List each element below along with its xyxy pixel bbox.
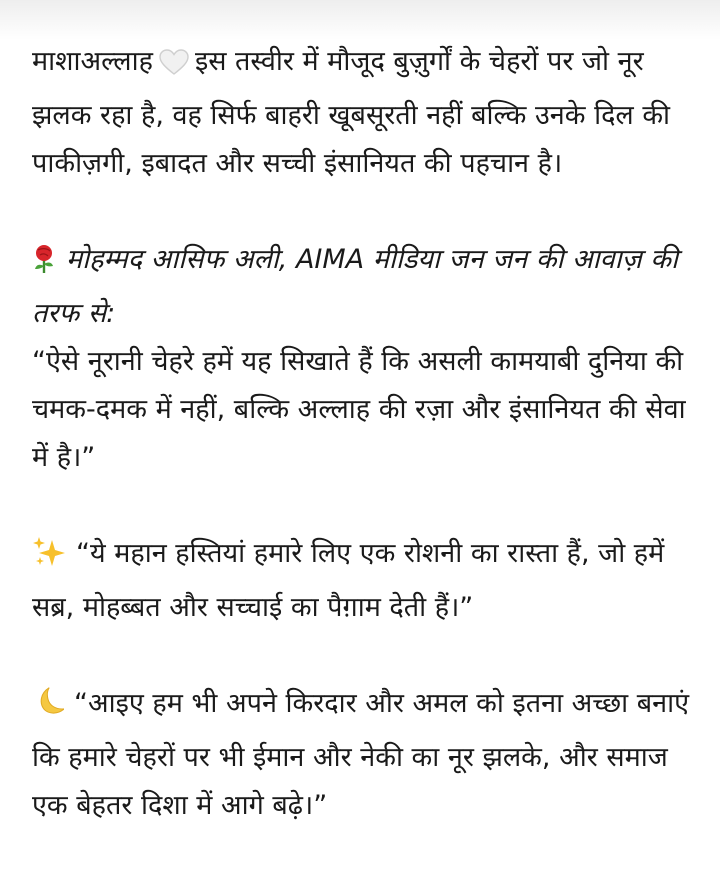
attribution-text: मोहम्मद आसिफ अली, AIMA मीडिया जन जन की आवाज़ की तरफ से: bbox=[32, 244, 678, 329]
top-fade bbox=[0, 0, 720, 40]
quote-three-text: “आइए हम भी अपने किरदार और अमल को इतना अच्छा बनाएं कि हमारे चेहरों पर भी ईमान और नेकी का नूर झलके, और समाज एक बेहतर दिशा में आगे बढ़े।” bbox=[32, 688, 690, 821]
white-heart-icon bbox=[159, 44, 189, 92]
quote-one: “ऐसे नूरानी चेहरे हमें यह सिखाते हैं कि असली कामयाबी दुनिया की चमक-दमक में नहीं, बल्कि अल्लाह की रज़ा और इंसानियत की सेवा में है।” bbox=[32, 346, 686, 473]
quote-two-text: “ये महान हस्तियां हमारे लिए एक रोशनी का रास्ता हैं, जो हमें सब्र, मोहब्बत और सच्चाई का पैग़ाम देती हैं।” bbox=[32, 538, 665, 623]
sparkles-icon bbox=[32, 536, 66, 584]
intro-text: इस तस्वीर में मौजूद बुज़ुर्गों के चेहरों पर जो नूर झलक रहा है, वह सिर्फ बाहरी खूबसूरती नहीं बल्कि उनके दिल की पाकीज़गी, इबादत और सच्ची इंसानियत की पहचान है। bbox=[32, 46, 671, 179]
attribution-line bbox=[32, 236, 704, 338]
post-body bbox=[32, 38, 704, 878]
paragraph-intro bbox=[32, 38, 704, 188]
crescent-moon-icon bbox=[32, 686, 64, 734]
intro-word: माशाअल्लाह bbox=[32, 46, 153, 77]
quote-three-line bbox=[32, 680, 704, 830]
rose-icon bbox=[32, 242, 56, 290]
quote-two-line bbox=[32, 530, 704, 632]
